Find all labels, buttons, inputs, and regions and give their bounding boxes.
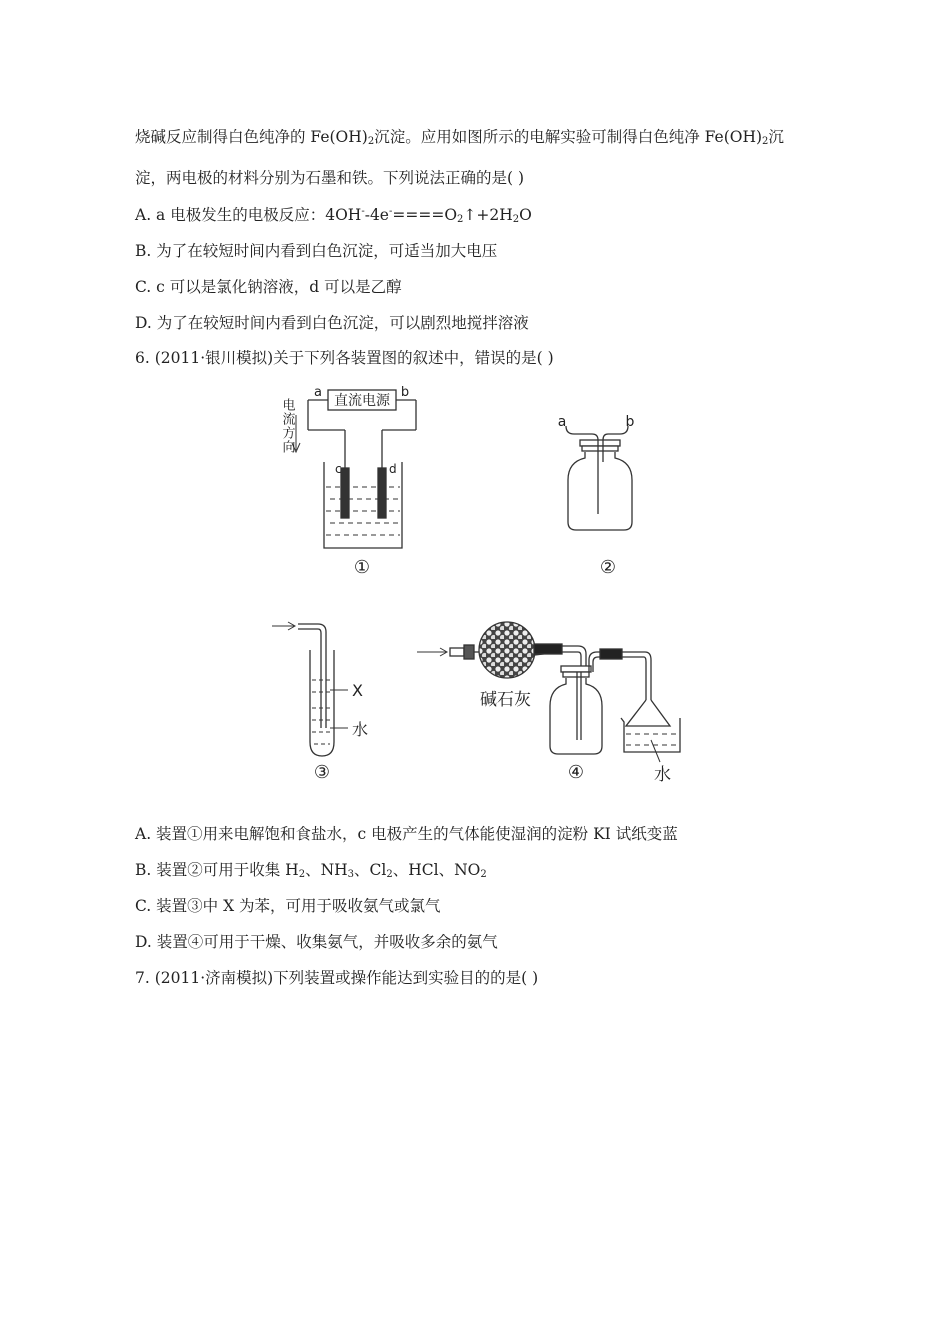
figure-2-gas-bottle — [566, 426, 632, 530]
test-tube — [310, 650, 334, 756]
electrode-d-label: d — [389, 462, 397, 476]
q5-option-b: B. 为了在较短时间内看到白色沉淀，可适当加大电压 — [135, 242, 498, 260]
figure-4-apparatus — [417, 622, 680, 762]
figure-4-number: ④ — [567, 762, 585, 783]
beaker-4 — [621, 718, 680, 752]
q7-stem: 7. (2011·济南模拟)下列装置或操作能达到实验目的的是( ) — [135, 969, 539, 987]
q5-option-a: A. a 电极发生的电极反应：$4OH^--4e^-====O_2↑+2H_2O$ — [135, 206, 532, 225]
label-x: X — [352, 681, 363, 700]
label-water-4: 水 — [654, 765, 671, 785]
q6-stem: 6. (2011·银川模拟)关于下列各装置图的叙述中，错误的是( ) — [135, 349, 554, 367]
q6-option-a: A. 装置①用来电解饱和食盐水，c 电极产生的气体能使湿润的淀粉 KI 试纸变蓝 — [135, 825, 678, 843]
q6-option-b: B. 装置②可用于收集 $H_2$、$NH_3$、$Cl_2$、HCl、$NO_2$ — [135, 861, 487, 880]
terminal-b: b — [400, 385, 410, 400]
drying-bulb — [479, 622, 535, 678]
electrode-c-label: c — [335, 462, 342, 476]
figure-1-number: ① — [353, 557, 371, 578]
inlet-tube — [298, 624, 326, 728]
figure-3-number: ③ — [313, 762, 331, 783]
soda-lime-label: 碱石灰 — [480, 690, 531, 710]
current-direction-label: 电流方向 — [279, 398, 295, 454]
q6-option-c: C. 装置③中 X 为苯，可用于吸收氨气或氯气 — [135, 897, 441, 915]
q5-stem-line1: 烧碱反应制得白色纯净的 $Fe(OH)_2$沉淀。应用如图所示的电解实验可制得白色纯净 $Fe(OH)_2$沉 — [135, 128, 784, 147]
power-label: 直流电源 — [334, 393, 390, 409]
port-a-label: a — [557, 414, 567, 430]
liquid-layers — [312, 680, 332, 744]
q5-stem-line2: 淀，两电极的材料分别为石墨和铁。下列说法正确的是( ) — [135, 169, 525, 187]
q5-option-c: C. c 可以是氯化钠溶液，d 可以是乙醇 — [135, 278, 402, 296]
stopper — [580, 440, 620, 446]
label-water-3: 水 — [352, 720, 369, 739]
bottle — [568, 452, 632, 530]
collection-bottle — [550, 678, 602, 754]
funnel — [626, 700, 670, 726]
figure-2-number: ② — [599, 557, 617, 578]
figure-1-electrolysis — [292, 390, 416, 548]
figure-3-test-tube — [272, 622, 348, 756]
port-b-label: b — [625, 414, 635, 430]
q5-option-d: D. 为了在较短时间内看到白色沉淀，可以剧烈地搅拌溶液 — [135, 314, 529, 332]
q6-option-d: D. 装置④可用于干燥、收集氨气，并吸收多余的氨气 — [135, 933, 498, 951]
terminal-a: a — [314, 385, 322, 400]
solution — [326, 487, 400, 535]
